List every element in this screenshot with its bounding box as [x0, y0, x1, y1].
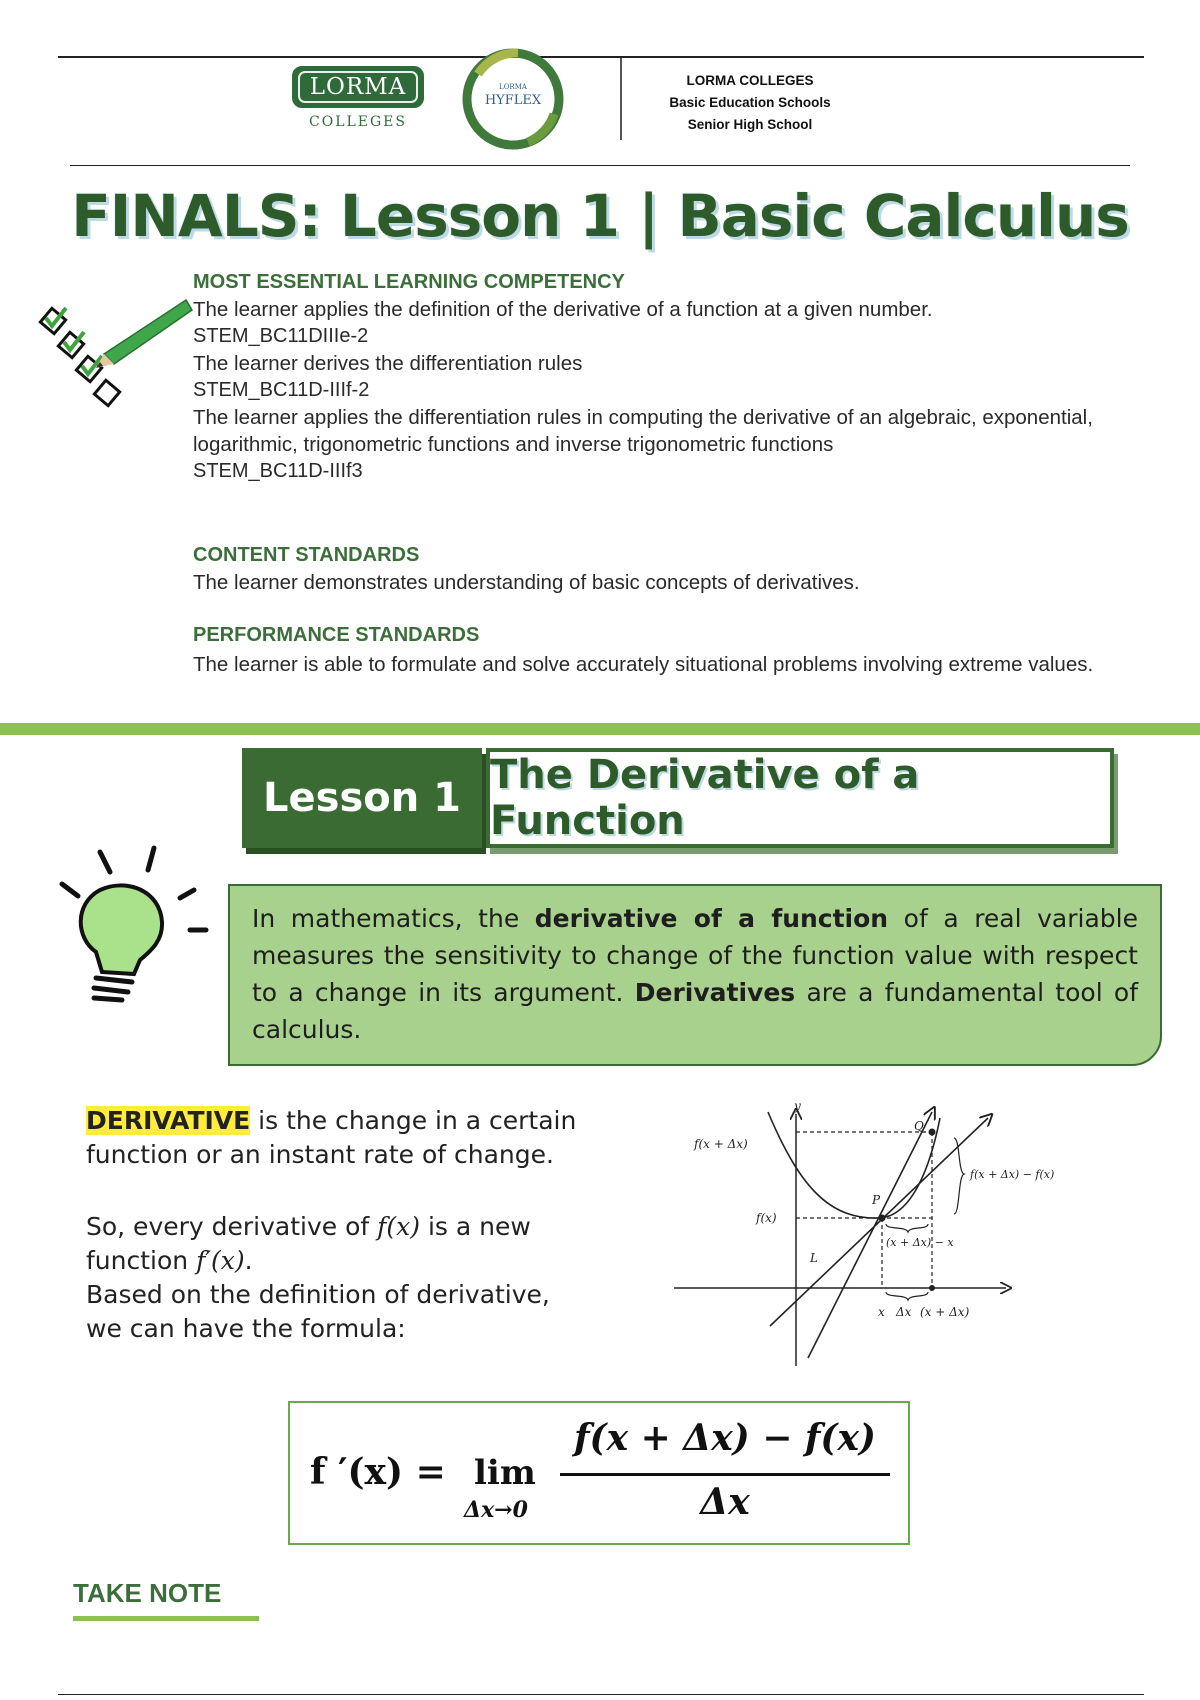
competency-item-2-code: STEM_BC11D-IIIf-2: [193, 379, 370, 401]
graph-label-x: x: [878, 1305, 885, 1319]
competency-item-2-text: The learner derives the differentiation rules: [193, 352, 583, 375]
school-line-3: Senior High School: [687, 117, 813, 132]
content-standards-text: The learner demonstrates understanding of basic concepts of derivatives.: [193, 571, 860, 594]
page-title: FINALS: Lesson 1 | Basic Calculus: [71, 182, 1129, 250]
formula-denominator: Δx: [700, 1481, 750, 1523]
intro-bold-1: derivative of a function: [534, 904, 889, 933]
definition-line-4: [86, 1244, 646, 1278]
formula-fraction-bar: [560, 1473, 890, 1476]
intro-part-3: are a fundamental tool of calculus.: [252, 978, 1138, 1044]
definition-line-6: we can have the formula:: [86, 1314, 406, 1343]
top-rule: [58, 56, 1144, 58]
school-line-2: Basic Education Schools: [669, 95, 831, 110]
lorma-logo-text: LORMA: [298, 71, 418, 103]
intro-bold-2: Derivatives: [634, 978, 796, 1007]
hyflex-main-text: HYFLEX: [484, 93, 542, 108]
section-divider-bar: [0, 723, 1200, 735]
competency-heading: MOST ESSENTIAL LEARNING COMPETENCY: [193, 271, 625, 293]
graph-label-dx: Δx: [896, 1305, 912, 1319]
lorma-logo: [292, 66, 424, 108]
lightbulb-icon: [56, 842, 216, 1012]
graph-label-xdx: (x + Δx): [920, 1305, 970, 1319]
secant-line-graph: [660, 1098, 1120, 1370]
performance-standards-heading: PERFORMANCE STANDARDS: [193, 624, 480, 646]
graph-label-diff-x: (x + Δx) − x: [886, 1236, 954, 1249]
formula-numerator: f(x + Δx) − f(x): [574, 1417, 876, 1459]
graph-label-diff-f: f(x + Δx) − f(x): [970, 1168, 1055, 1181]
competency-item-1-code: STEM_BC11DIIIe-2: [193, 325, 369, 347]
graph-label-p: P: [872, 1193, 881, 1207]
bottom-rule: [58, 1694, 1144, 1695]
intro-part-2: of a real variable measures the sensitivity to change of the function value with respect to a change in its argument.: [252, 904, 1138, 1007]
graph-label-l: L: [810, 1251, 818, 1265]
lesson-title: The Derivative of a Function: [486, 748, 1114, 848]
graph-label-fx: f(x): [756, 1211, 777, 1225]
definition-line-1-rest: is the change in a certain: [250, 1106, 577, 1135]
formula-lim-subscript: Δx→0: [464, 1497, 528, 1523]
definition-line-1: [86, 1104, 646, 1138]
take-note-underline: [73, 1616, 259, 1621]
competency-item-3-code: STEM_BC11D-IIIf3: [193, 460, 363, 482]
competency-item-3-text: The learner applies the differentiation rules in computing the derivative of an algebraic, exponential, logarithmic, trigonometric functions and inverse trigonometric functions: [193, 406, 1093, 456]
definition-line-3b: is a new: [420, 1212, 531, 1241]
hyflex-top-text: LORMA: [499, 83, 527, 91]
definition-line-4a: function: [86, 1246, 197, 1275]
school-name-block: [640, 70, 860, 136]
header-bottom-rule: [70, 165, 1130, 166]
definition-line-4b: .: [244, 1246, 253, 1275]
definition-line-5: Based on the definition of derivative,: [86, 1280, 550, 1309]
lesson-number-tag: Lesson 1: [242, 748, 482, 848]
checklist-pencil-icon: [36, 290, 196, 430]
competency-item-1-text: The learner applies the definition of the derivative of a function at a given number.: [193, 298, 933, 321]
intro-callout: [228, 884, 1162, 1066]
performance-standards-text: The learner is able to formulate and solve accurately situational problems involving extreme values.: [193, 653, 1094, 676]
lorma-logo-colleges: COLLEGES: [309, 114, 407, 130]
competency-list: [193, 296, 1128, 485]
definition-line-3: [86, 1210, 646, 1244]
definition-line-3a: So, every derivative of: [86, 1212, 378, 1241]
derivative-formula-box: [288, 1401, 910, 1545]
take-note-heading: TAKE NOTE: [73, 1578, 222, 1608]
graph-label-fxdx: f(x + Δx): [694, 1137, 748, 1151]
fx-math: f(x): [377, 1212, 420, 1241]
hyflex-logo: [458, 44, 568, 154]
intro-part-1: In mathematics, the: [252, 904, 535, 933]
graph-label-y: y: [794, 1099, 801, 1113]
formula-lhs: f ′(x) =: [310, 1451, 446, 1493]
fprime-math: f′(x): [196, 1246, 245, 1275]
school-line-1: LORMA COLLEGES: [686, 73, 814, 88]
definition-line-2: function or an instant rate of change.: [86, 1140, 554, 1169]
formula-lim: lim: [474, 1453, 536, 1493]
derivative-keyword: DERIVATIVE: [86, 1106, 251, 1135]
graph-label-q: Q: [914, 1119, 924, 1133]
header-divider: [620, 58, 622, 140]
content-standards-heading: CONTENT STANDARDS: [193, 544, 420, 566]
definition-block: [86, 1104, 646, 1346]
